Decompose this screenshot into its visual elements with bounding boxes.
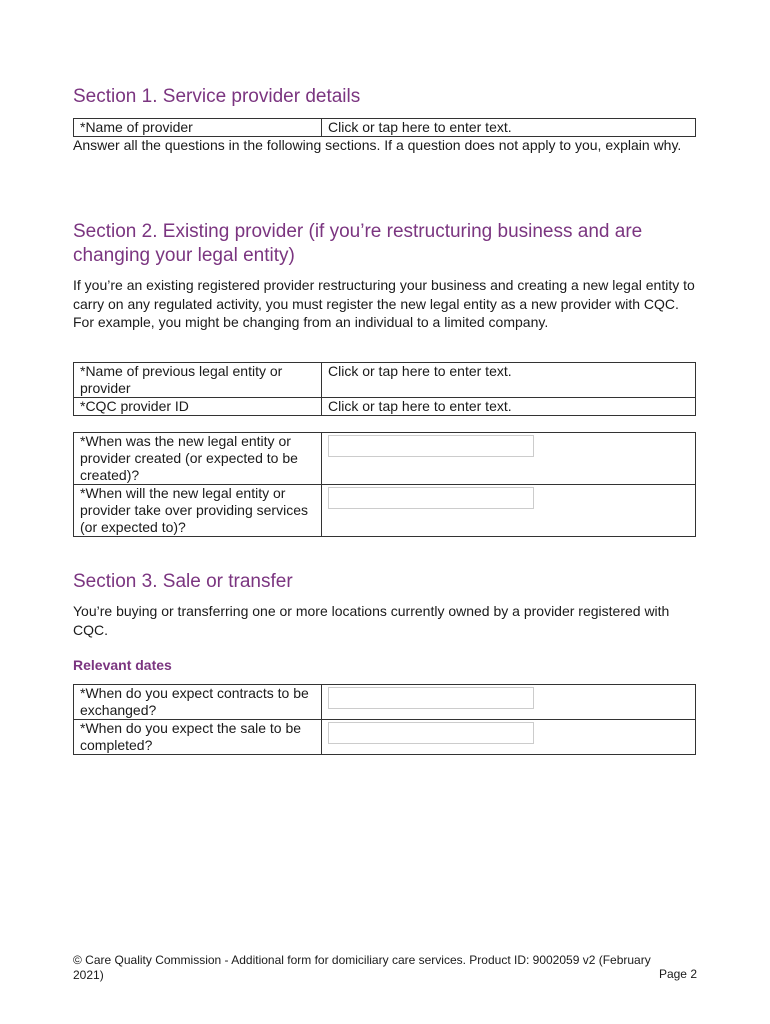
previous-entity-field[interactable]: Click or tap here to enter text. (322, 363, 696, 398)
relevant-dates-subheading: Relevant dates (73, 657, 172, 673)
field-label: *When do you expect contracts to be exchanged? (74, 685, 322, 720)
table-row (74, 720, 696, 755)
takeover-date-input[interactable] (328, 487, 534, 509)
field-label: *Name of provider (74, 119, 322, 137)
footer-text: © Care Quality Commission - Additional form for domiciliary care services. Product ID: 9002059 v2 (February 2021) (73, 953, 651, 982)
table-row (74, 398, 696, 416)
section-1-note: Answer all the questions in the following sections. If a question does not apply to you, explain why. (73, 137, 682, 153)
table-row (74, 685, 696, 720)
field-label: *When will the new legal entity or provider take over providing services (or expected to)? (74, 485, 322, 537)
field-label: *When was the new legal entity or provider created (or expected to be created)? (74, 433, 322, 485)
sale-dates-table (73, 684, 696, 755)
field-label: *Name of previous legal entity or provider (74, 363, 322, 398)
field-label: *CQC provider ID (74, 398, 322, 416)
contracts-exchanged-date-input[interactable] (328, 687, 534, 709)
page-number: Page 2 (658, 967, 697, 981)
section-1-heading: Section 1. Service provider details (73, 86, 361, 107)
cqc-provider-id-field[interactable]: Click or tap here to enter text. (322, 398, 696, 416)
section-2-heading: Section 2. Existing provider (if you’re restructuring business and are changing your legal entity) (73, 221, 643, 266)
provider-name-field[interactable]: Click or tap here to enter text. (322, 119, 696, 137)
table-row (74, 363, 696, 398)
section-3-heading: Section 3. Sale or transfer (73, 571, 293, 592)
new-entity-dates-table (73, 432, 696, 537)
section-3-intro: You’re buying or transferring one or more locations currently owned by a provider registered with CQC. (73, 603, 670, 638)
section-2-intro: If you’re an existing registered provider restructuring your business and creating a new legal entity to carry on any regulated activity, you must register the new legal entity as a new provider with CQC. For example, you might be changing from an individual to a limited company. (73, 277, 695, 330)
table-row (74, 433, 696, 485)
field-label: *When do you expect the sale to be completed? (74, 720, 322, 755)
sale-completed-date-input[interactable] (328, 722, 534, 744)
table-row (74, 119, 696, 137)
entity-created-date-input[interactable] (328, 435, 534, 457)
table-row (74, 485, 696, 537)
previous-provider-table (73, 362, 696, 416)
provider-name-table (73, 118, 696, 137)
